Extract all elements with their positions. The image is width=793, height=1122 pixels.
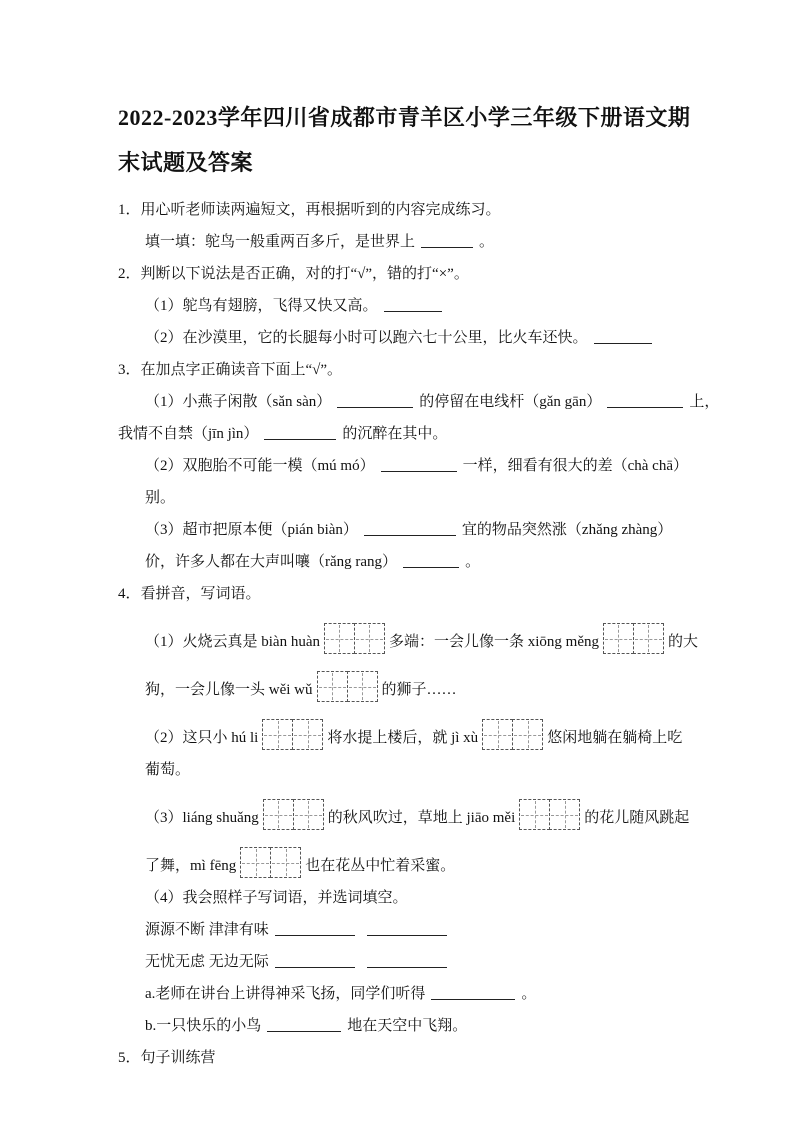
writing-cell[interactable] — [292, 719, 323, 750]
text-line — [118, 450, 703, 482]
text-segment: （1）火烧云真是 biàn huàn — [145, 634, 320, 650]
pinyin-writing-grid[interactable] — [324, 623, 385, 654]
answer-blank[interactable] — [367, 923, 447, 936]
text-segment: 多端：一会儿像一条 xiōng měng — [388, 634, 599, 650]
text-line — [118, 754, 703, 786]
writing-cell[interactable] — [262, 719, 293, 750]
text-segment: 3．在加点字正确读音下面上“√”。 — [118, 362, 343, 378]
writing-cell[interactable] — [633, 623, 664, 654]
answer-blank[interactable] — [275, 923, 355, 936]
text-line — [118, 546, 703, 578]
text-line — [118, 610, 703, 658]
text-line — [118, 834, 703, 882]
writing-cell[interactable] — [293, 799, 324, 830]
pinyin-writing-grid[interactable] — [519, 799, 580, 830]
pinyin-writing-grid[interactable] — [482, 719, 543, 750]
text-segment: 5．句子训练营 — [118, 1050, 216, 1066]
pinyin-writing-grid[interactable] — [603, 623, 664, 654]
text-segment: （2）在沙漠里，它的长腿每小时可以跑六七十公里，比火车还快。 — [145, 330, 588, 346]
text-line — [118, 482, 703, 514]
document-lines — [118, 194, 720, 1074]
text-segment: 无忧无虑 无边无际 — [145, 954, 269, 970]
text-segment: 的狮子…… — [381, 682, 457, 698]
title-line: 2022-2023学年四川省成都市青羊区小学三年级下册语文期 — [118, 105, 691, 130]
text-segment: a.老师在讲台上讲得神采飞扬，同学们听得 — [145, 986, 426, 1002]
document-content — [118, 95, 720, 1074]
text-line — [118, 258, 703, 290]
text-line — [118, 978, 703, 1010]
writing-cell[interactable] — [263, 799, 294, 830]
text-segment: （4）我会照样子写词语，并选词填空。 — [145, 890, 408, 906]
text-segment: 源源不断 津津有味 — [145, 922, 269, 938]
text-line — [118, 418, 703, 450]
writing-cell[interactable] — [482, 719, 513, 750]
text-segment: 宜的物品突然涨（zhǎng zhàng） — [461, 522, 673, 538]
text-segment: 将水提上楼后，就 jì xù — [327, 730, 479, 746]
text-segment: 4．看拼音，写词语。 — [118, 586, 261, 602]
writing-cell[interactable] — [603, 623, 634, 654]
answer-blank[interactable] — [431, 987, 515, 1000]
text-segment: 的停留在电线杆（gǎn gān） — [419, 394, 602, 410]
text-segment: 1．用心听老师读两遍短文，再根据听到的内容完成练习。 — [118, 202, 501, 218]
document-title — [118, 95, 703, 185]
text-line — [118, 354, 703, 386]
answer-blank[interactable] — [403, 555, 459, 568]
text-segment: 上， — [689, 394, 720, 410]
answer-blank[interactable] — [267, 1019, 341, 1032]
answer-blank[interactable] — [381, 459, 457, 472]
answer-blank[interactable] — [364, 523, 456, 536]
text-line — [118, 706, 703, 754]
pinyin-writing-grid[interactable] — [317, 671, 378, 702]
text-line — [118, 1042, 703, 1074]
writing-cell[interactable] — [354, 623, 385, 654]
answer-blank[interactable] — [275, 955, 355, 968]
text-line — [118, 658, 703, 706]
text-line — [118, 322, 703, 354]
pinyin-writing-grid[interactable] — [262, 719, 323, 750]
text-line — [118, 514, 703, 546]
writing-cell[interactable] — [324, 623, 355, 654]
text-segment: 狗，一会儿像一头 wěi wǔ — [145, 682, 313, 698]
text-segment: （2）这只小 hú li — [145, 730, 259, 746]
answer-blank[interactable] — [337, 395, 413, 408]
text-line — [118, 290, 703, 322]
text-segment: （1）鸵鸟有翅膀，飞得又快又高。 — [145, 298, 378, 314]
pinyin-writing-grid[interactable] — [240, 847, 301, 878]
text-segment: （1）小燕子闲散（sǎn sàn） — [145, 394, 332, 410]
text-segment: 悠闲地躺在躺椅上吃 — [547, 730, 683, 746]
writing-cell[interactable] — [519, 799, 550, 830]
text-segment: 。 — [465, 554, 481, 570]
pinyin-writing-grid[interactable] — [263, 799, 324, 830]
title-line: 末试题及答案 — [118, 150, 254, 175]
text-line — [118, 882, 703, 914]
text-segment: 。 — [479, 234, 495, 250]
writing-cell[interactable] — [240, 847, 271, 878]
text-segment: 地在天空中飞翔。 — [347, 1018, 468, 1034]
text-segment: 的秋风吹过，草地上 jiāo měi — [327, 810, 516, 826]
writing-cell[interactable] — [512, 719, 543, 750]
text-segment: 的大 — [667, 634, 698, 650]
text-segment: 的沉醉在其中。 — [342, 426, 448, 442]
text-segment: 填一填：鸵鸟一般重两百多斤，是世界上 — [145, 234, 416, 250]
text-segment: 葡萄。 — [145, 762, 191, 778]
text-line — [118, 226, 703, 258]
text-segment: （3）超市把原本便（pián biàn） — [145, 522, 358, 538]
text-line — [118, 946, 703, 978]
text-segment: 别。 — [145, 490, 176, 506]
text-segment: 一样，细看有很大的差（chà chā） — [462, 458, 688, 474]
text-line — [118, 786, 703, 834]
answer-blank[interactable] — [384, 299, 442, 312]
answer-blank[interactable] — [607, 395, 683, 408]
answer-blank[interactable] — [264, 427, 336, 440]
text-segment: 了舞，mì fēng — [145, 858, 237, 874]
text-line — [118, 386, 720, 418]
writing-cell[interactable] — [317, 671, 348, 702]
answer-blank[interactable] — [367, 955, 447, 968]
writing-cell[interactable] — [549, 799, 580, 830]
answer-blank[interactable] — [421, 235, 473, 248]
text-line — [118, 1010, 703, 1042]
text-segment: 的花儿随风跳起 — [584, 810, 690, 826]
text-segment: （2）双胞胎不可能一模（mú mó） — [145, 458, 375, 474]
text-segment: （3）liáng shuǎng — [145, 810, 259, 826]
writing-cell[interactable] — [347, 671, 378, 702]
text-line — [118, 914, 703, 946]
text-segment: 。 — [521, 986, 537, 1002]
text-segment: b.一只快乐的小鸟 — [145, 1018, 262, 1034]
text-segment: 也在花丛中忙着采蜜。 — [305, 858, 456, 874]
text-line — [118, 194, 703, 226]
text-line — [118, 578, 703, 610]
text-segment: 价，许多人都在大声叫嚷（rǎng rang） — [145, 554, 398, 570]
writing-cell[interactable] — [270, 847, 301, 878]
answer-blank[interactable] — [594, 331, 652, 344]
text-segment: 2．判断以下说法是否正确，对的打“√”，错的打“×”。 — [118, 266, 469, 282]
text-segment: 我情不自禁（jīn jìn） — [118, 426, 259, 442]
